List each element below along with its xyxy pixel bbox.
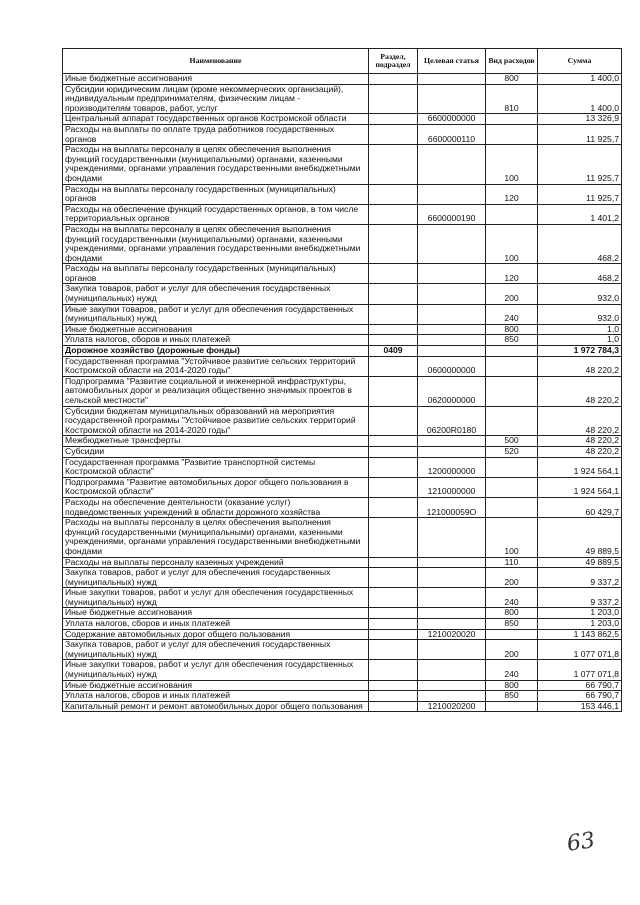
- cell-kind: 800: [486, 680, 538, 691]
- table-row: [63, 660, 622, 680]
- cell-section: [369, 619, 418, 630]
- cell-name: Иные бюджетные ассигнования: [63, 608, 369, 619]
- cell-sum: 1 924 564,1: [538, 457, 622, 477]
- table-row: [63, 376, 622, 406]
- cell-kind: 240: [486, 304, 538, 324]
- cell-sum: 9 337,2: [538, 568, 622, 588]
- cell-name: Подпрограмма "Развитие автомобильных дорог общего пользования в Костромской области": [63, 477, 369, 497]
- cell-name: Иные бюджетные ассигнования: [63, 324, 369, 335]
- cell-sum: 1 203,0: [538, 619, 622, 630]
- table-row: [63, 608, 622, 619]
- cell-name: Расходы на выплаты персоналу казенных учреждений: [63, 557, 369, 568]
- cell-name: Уплата налогов, сборов и иных платежей: [63, 619, 369, 630]
- cell-section: [369, 204, 418, 224]
- cell-sum: 49 889,5: [538, 518, 622, 557]
- cell-section: 0409: [369, 346, 418, 357]
- table-row: [63, 629, 622, 640]
- cell-kind: 240: [486, 588, 538, 608]
- cell-sum: 1 400,0: [538, 74, 622, 85]
- cell-sum: 1 924 564,1: [538, 477, 622, 497]
- cell-name: Государственная программа "Развитие транспортной системы Костромской области": [63, 457, 369, 477]
- cell-sum: 932,0: [538, 284, 622, 304]
- cell-article: [418, 660, 486, 680]
- cell-section: [369, 588, 418, 608]
- cell-sum: 13 326,9: [538, 114, 622, 125]
- cell-section: [369, 608, 418, 619]
- cell-name: Капитальный ремонт и ремонт автомобильных дорог общего пользования: [63, 701, 369, 712]
- cell-sum: 153 446,1: [538, 701, 622, 712]
- cell-article: [418, 264, 486, 284]
- cell-sum: 932,0: [538, 304, 622, 324]
- cell-name: Межбюджетные трансферты: [63, 436, 369, 447]
- cell-section: [369, 304, 418, 324]
- cell-sum: 66 790,7: [538, 680, 622, 691]
- cell-name: Государственная программа "Устойчивое развитие сельских территорий Костромской области на 2014-2020 годы": [63, 356, 369, 376]
- cell-sum: 1 401,2: [538, 204, 622, 224]
- cell-name: Иные закупки товаров, работ и услуг для обеспечения государственных (муниципальных) нужд: [63, 304, 369, 324]
- cell-name: Уплата налогов, сборов и иных платежей: [63, 335, 369, 346]
- cell-section: [369, 264, 418, 284]
- cell-article: [418, 436, 486, 447]
- table-row: [63, 124, 622, 144]
- cell-sum: 1,0: [538, 324, 622, 335]
- cell-sum: 49 889,5: [538, 557, 622, 568]
- cell-section: [369, 74, 418, 85]
- cell-article: [418, 680, 486, 691]
- cell-name: Центральный аппарат государственных органов Костромской области: [63, 114, 369, 125]
- page-number: 63: [565, 828, 597, 857]
- header-name: Наименование: [63, 49, 369, 74]
- cell-article: [418, 588, 486, 608]
- cell-article: [418, 224, 486, 263]
- table-row: [63, 335, 622, 346]
- cell-article: [418, 557, 486, 568]
- cell-name: Расходы на выплаты персоналу государственных (муниципальных) органов: [63, 184, 369, 204]
- cell-section: [369, 557, 418, 568]
- cell-kind: 120: [486, 264, 538, 284]
- table-row: [63, 557, 622, 568]
- table-row: [63, 204, 622, 224]
- cell-name: Иные закупки товаров, работ и услуг для обеспечения государственных (муниципальных) нужд: [63, 588, 369, 608]
- cell-kind: 520: [486, 446, 538, 457]
- cell-kind: [486, 346, 538, 357]
- cell-name: Закупка товаров, работ и услуг для обеспечения государственных (муниципальных) нужд: [63, 568, 369, 588]
- cell-kind: [486, 629, 538, 640]
- cell-sum: 1 972 784,3: [538, 346, 622, 357]
- cell-sum: 468,2: [538, 224, 622, 263]
- cell-name: Расходы на выплаты персоналу в целях обеспечения выполнения функций государственными (муниципальными) органами, казенными учреждениями, органами управления государственными внебюджетными фондами: [63, 518, 369, 557]
- cell-sum: 11 925,7: [538, 124, 622, 144]
- cell-section: [369, 376, 418, 406]
- cell-name: Закупка товаров, работ и услуг для обеспечения государственных (муниципальных) нужд: [63, 284, 369, 304]
- table-body: [63, 74, 622, 712]
- table-row: [63, 680, 622, 691]
- cell-article: 6600000190: [418, 204, 486, 224]
- table-row: [63, 568, 622, 588]
- table-row: [63, 457, 622, 477]
- table-row: [63, 497, 622, 517]
- cell-article: [418, 691, 486, 702]
- cell-section: [369, 284, 418, 304]
- table-row: [63, 518, 622, 557]
- table-row: [63, 304, 622, 324]
- cell-article: 1200000000: [418, 457, 486, 477]
- cell-sum: 48 220,2: [538, 446, 622, 457]
- cell-kind: [486, 497, 538, 517]
- cell-name: Содержание автомобильных дорог общего пользования: [63, 629, 369, 640]
- cell-kind: 500: [486, 436, 538, 447]
- header-section: Раздел, подраздел: [369, 49, 418, 74]
- cell-article: [418, 304, 486, 324]
- cell-sum: 1 143 862,5: [538, 629, 622, 640]
- cell-article: [418, 608, 486, 619]
- cell-kind: 800: [486, 324, 538, 335]
- cell-kind: [486, 114, 538, 125]
- cell-kind: [486, 477, 538, 497]
- cell-name: Расходы на выплаты персоналу в целях обеспечения выполнения функций государственными (муниципальными) органами, казенными учреждениями, органами управления государственными внебюджетными фондами: [63, 145, 369, 184]
- cell-name: Закупка товаров, работ и услуг для обеспечения государственных (муниципальных) нужд: [63, 640, 369, 660]
- cell-section: [369, 691, 418, 702]
- cell-kind: [486, 457, 538, 477]
- cell-section: [369, 497, 418, 517]
- cell-name: Субсидии юридическим лицам (кроме некоммерческих организаций), индивидуальным предпринимателям, физическим лицам - производителям товаров, работ, услуг: [63, 84, 369, 114]
- cell-kind: 100: [486, 145, 538, 184]
- cell-section: [369, 145, 418, 184]
- cell-article: [418, 568, 486, 588]
- cell-sum: 1 400,0: [538, 84, 622, 114]
- cell-sum: 1 203,0: [538, 608, 622, 619]
- cell-sum: 60 429,7: [538, 497, 622, 517]
- cell-kind: 810: [486, 84, 538, 114]
- header-article: Целевая статья: [418, 49, 486, 74]
- cell-name: Иные закупки товаров, работ и услуг для обеспечения государственных (муниципальных) нужд: [63, 660, 369, 680]
- table-row: [63, 114, 622, 125]
- cell-sum: 48 220,2: [538, 356, 622, 376]
- cell-kind: [486, 376, 538, 406]
- table-row: [63, 184, 622, 204]
- table-row: [63, 619, 622, 630]
- cell-article: [418, 84, 486, 114]
- cell-article: [418, 518, 486, 557]
- cell-section: [369, 84, 418, 114]
- cell-name: Расходы на обеспечение функций государственных органов, в том числе территориальных органов: [63, 204, 369, 224]
- cell-name: Расходы на выплаты персоналу государственных (муниципальных) органов: [63, 264, 369, 284]
- cell-kind: [486, 406, 538, 436]
- cell-kind: [486, 204, 538, 224]
- cell-name: Расходы на обеспечение деятельности (оказание услуг) подведомственных учреждений в области дорожного хозяйства: [63, 497, 369, 517]
- cell-article: [418, 640, 486, 660]
- table-row: [63, 74, 622, 85]
- cell-article: [418, 446, 486, 457]
- cell-section: [369, 324, 418, 335]
- cell-kind: [486, 701, 538, 712]
- cell-kind: 100: [486, 224, 538, 263]
- cell-kind: [486, 356, 538, 376]
- cell-kind: 200: [486, 284, 538, 304]
- cell-kind: 100: [486, 518, 538, 557]
- cell-article: 6600000000: [418, 114, 486, 125]
- cell-sum: 11 925,7: [538, 145, 622, 184]
- cell-section: [369, 518, 418, 557]
- cell-kind: 850: [486, 619, 538, 630]
- cell-article: [418, 324, 486, 335]
- table-row: [63, 640, 622, 660]
- table-row: [63, 701, 622, 712]
- table-row: [63, 406, 622, 436]
- cell-sum: 48 220,2: [538, 406, 622, 436]
- table-row: [63, 588, 622, 608]
- table-row: [63, 84, 622, 114]
- cell-name: Иные бюджетные ассигнования: [63, 74, 369, 85]
- cell-kind: 120: [486, 184, 538, 204]
- cell-section: [369, 701, 418, 712]
- cell-article: 0600000000: [418, 356, 486, 376]
- cell-name: Расходы на выплаты персоналу в целях обеспечения выполнения функций государственными (муниципальными) органами, казенными учреждениями, органами управления государственными внебюджетными фондами: [63, 224, 369, 263]
- table-row: [63, 691, 622, 702]
- table-row: [63, 436, 622, 447]
- cell-section: [369, 436, 418, 447]
- cell-article: 6600000110: [418, 124, 486, 144]
- cell-article: 1210020200: [418, 701, 486, 712]
- cell-article: 06200R0180: [418, 406, 486, 436]
- cell-article: 121000059О: [418, 497, 486, 517]
- cell-kind: 850: [486, 691, 538, 702]
- cell-section: [369, 640, 418, 660]
- table-row: [63, 324, 622, 335]
- cell-sum: 1 077 071,8: [538, 640, 622, 660]
- cell-article: [418, 619, 486, 630]
- cell-sum: 9 337,2: [538, 588, 622, 608]
- header-kind: Вид расходов: [486, 49, 538, 74]
- cell-name: Дорожное хозяйство (дорожные фонды): [63, 346, 369, 357]
- cell-kind: 110: [486, 557, 538, 568]
- table-row: [63, 356, 622, 376]
- cell-section: [369, 629, 418, 640]
- table-row: [63, 224, 622, 263]
- cell-section: [369, 406, 418, 436]
- cell-sum: 66 790,7: [538, 691, 622, 702]
- cell-article: [418, 346, 486, 357]
- budget-table: [62, 48, 622, 712]
- cell-name: Субсидии бюджетам муниципальных образований на мероприятия государственной программы "Устойчивое развитие сельских территорий Костромской области на 2014-2020 годы": [63, 406, 369, 436]
- cell-section: [369, 568, 418, 588]
- cell-sum: 48 220,2: [538, 436, 622, 447]
- document-page: [62, 48, 621, 712]
- cell-article: [418, 184, 486, 204]
- table-header-row: [63, 49, 622, 74]
- table-row: [63, 145, 622, 184]
- cell-sum: 468,2: [538, 264, 622, 284]
- cell-name: Иные бюджетные ассигнования: [63, 680, 369, 691]
- cell-section: [369, 114, 418, 125]
- cell-section: [369, 224, 418, 263]
- cell-kind: 800: [486, 608, 538, 619]
- cell-article: [418, 284, 486, 304]
- cell-name: Подпрограмма "Развитие социальной и инженерной инфраструктуры, автомобильных дорог и реализация общественно значимых проектов в сельской местности": [63, 376, 369, 406]
- table-row: [63, 446, 622, 457]
- cell-article: 1210000000: [418, 477, 486, 497]
- cell-article: [418, 145, 486, 184]
- cell-kind: [486, 124, 538, 144]
- cell-section: [369, 660, 418, 680]
- cell-section: [369, 680, 418, 691]
- cell-article: 1210020020: [418, 629, 486, 640]
- cell-section: [369, 184, 418, 204]
- cell-section: [369, 446, 418, 457]
- cell-name: Субсидии: [63, 446, 369, 457]
- cell-kind: 240: [486, 660, 538, 680]
- header-sum: Сумма: [538, 49, 622, 74]
- cell-sum: 48 220,2: [538, 376, 622, 406]
- cell-name: Уплата налогов, сборов и иных платежей: [63, 691, 369, 702]
- cell-section: [369, 124, 418, 144]
- table-row: [63, 477, 622, 497]
- cell-kind: 200: [486, 568, 538, 588]
- cell-sum: 11 925,7: [538, 184, 622, 204]
- cell-kind: 850: [486, 335, 538, 346]
- cell-section: [369, 356, 418, 376]
- cell-section: [369, 457, 418, 477]
- table-row: [63, 264, 622, 284]
- cell-section: [369, 335, 418, 346]
- table-row: [63, 346, 622, 357]
- table-row: [63, 284, 622, 304]
- cell-article: [418, 74, 486, 85]
- cell-kind: 800: [486, 74, 538, 85]
- cell-article: 0620000000: [418, 376, 486, 406]
- cell-kind: 200: [486, 640, 538, 660]
- cell-name: Расходы на выплаты по оплате труда работников государственных органов: [63, 124, 369, 144]
- cell-section: [369, 477, 418, 497]
- cell-sum: 1,0: [538, 335, 622, 346]
- cell-article: [418, 335, 486, 346]
- cell-sum: 1 077 071,8: [538, 660, 622, 680]
